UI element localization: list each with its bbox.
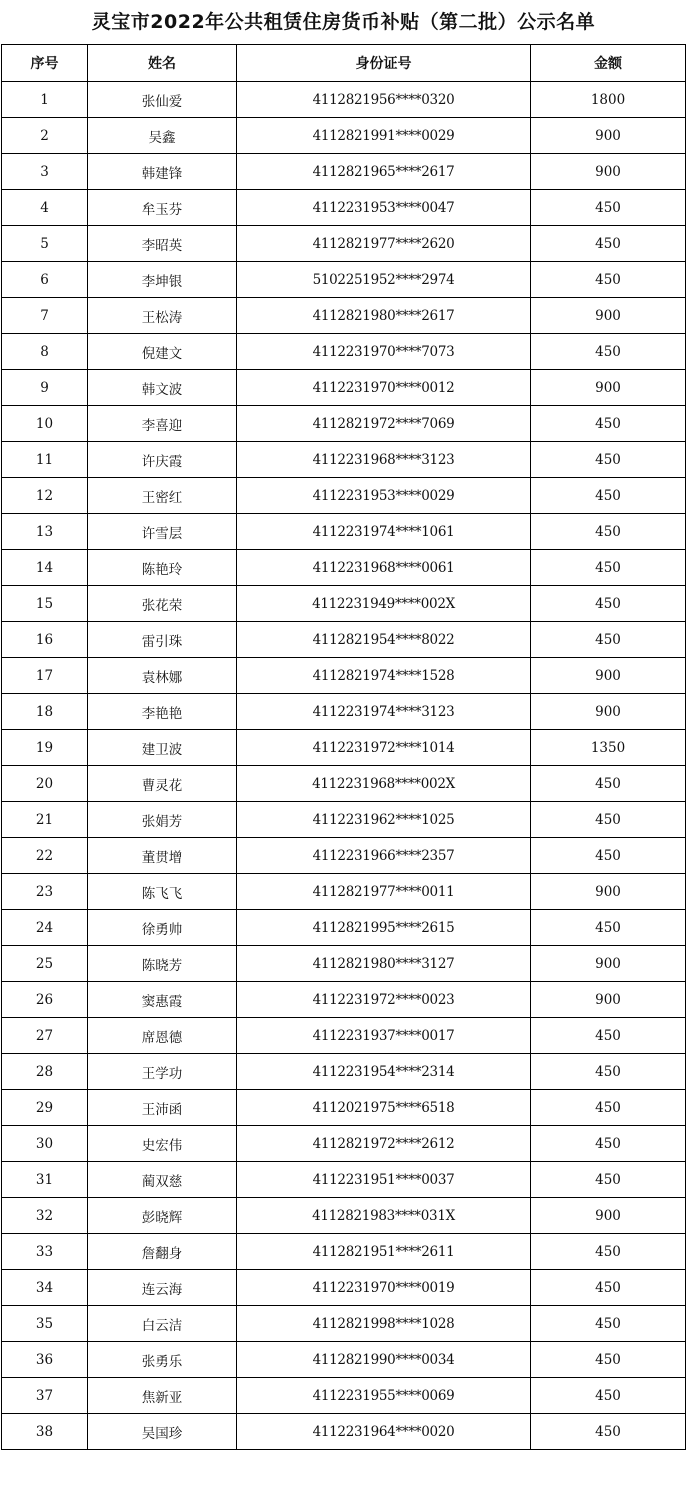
cell-no: 22 (2, 838, 88, 874)
table-row (2, 1162, 686, 1198)
cell-no: 10 (2, 406, 88, 442)
table-row (2, 730, 686, 766)
table-row (2, 766, 686, 802)
table-row (2, 406, 686, 442)
cell-name: 韩文波 (88, 370, 237, 406)
cell-amount: 450 (531, 514, 686, 550)
cell-no: 9 (2, 370, 88, 406)
cell-amount: 1800 (531, 82, 686, 118)
cell-amount: 900 (531, 370, 686, 406)
header-no: 序号 (2, 45, 88, 82)
cell-id: 4112231962****1025 (237, 802, 531, 838)
cell-id: 4112231974****1061 (237, 514, 531, 550)
table-body (2, 82, 686, 1450)
cell-no: 15 (2, 586, 88, 622)
cell-no: 25 (2, 946, 88, 982)
cell-amount: 450 (531, 1306, 686, 1342)
table-header-row (2, 45, 686, 82)
cell-no: 17 (2, 658, 88, 694)
cell-id: 4112821998****1028 (237, 1306, 531, 1342)
cell-no: 23 (2, 874, 88, 910)
cell-name: 牟玉芬 (88, 190, 237, 226)
cell-amount: 450 (531, 910, 686, 946)
cell-id: 4112231937****0017 (237, 1018, 531, 1054)
table-row (2, 154, 686, 190)
cell-id: 4112231970****7073 (237, 334, 531, 370)
cell-id: 4112821995****2615 (237, 910, 531, 946)
cell-amount: 1350 (531, 730, 686, 766)
cell-no: 38 (2, 1414, 88, 1450)
cell-name: 王松涛 (88, 298, 237, 334)
cell-no: 18 (2, 694, 88, 730)
cell-no: 20 (2, 766, 88, 802)
cell-name: 袁林娜 (88, 658, 237, 694)
cell-id: 4112821980****3127 (237, 946, 531, 982)
cell-no: 4 (2, 190, 88, 226)
cell-id: 4112231970****0019 (237, 1270, 531, 1306)
cell-name: 李喜迎 (88, 406, 237, 442)
cell-amount: 450 (531, 622, 686, 658)
table-row (2, 262, 686, 298)
cell-amount: 450 (531, 1270, 686, 1306)
cell-no: 35 (2, 1306, 88, 1342)
table-row (2, 1306, 686, 1342)
cell-amount: 450 (531, 1342, 686, 1378)
cell-id: 4112821974****1528 (237, 658, 531, 694)
cell-name: 连云海 (88, 1270, 237, 1306)
cell-amount: 450 (531, 1378, 686, 1414)
cell-id: 4112231972****0023 (237, 982, 531, 1018)
cell-amount: 900 (531, 694, 686, 730)
table-row (2, 190, 686, 226)
cell-no: 19 (2, 730, 88, 766)
cell-id: 4112821965****2617 (237, 154, 531, 190)
cell-name: 徐勇帅 (88, 910, 237, 946)
cell-amount: 450 (531, 1090, 686, 1126)
table-row (2, 82, 686, 118)
cell-amount: 450 (531, 766, 686, 802)
table-row (2, 298, 686, 334)
cell-no: 3 (2, 154, 88, 190)
table-row (2, 874, 686, 910)
header-amount: 金额 (531, 45, 686, 82)
cell-name: 吴国珍 (88, 1414, 237, 1450)
cell-no: 11 (2, 442, 88, 478)
cell-no: 34 (2, 1270, 88, 1306)
cell-name: 雷引珠 (88, 622, 237, 658)
cell-name: 焦新亚 (88, 1378, 237, 1414)
header-id: 身份证号 (237, 45, 531, 82)
cell-amount: 450 (531, 1018, 686, 1054)
cell-id: 4112021975****6518 (237, 1090, 531, 1126)
cell-id: 4112821954****8022 (237, 622, 531, 658)
cell-id: 4112821990****0034 (237, 1342, 531, 1378)
cell-name: 许雪层 (88, 514, 237, 550)
cell-no: 13 (2, 514, 88, 550)
table-row (2, 694, 686, 730)
cell-no: 27 (2, 1018, 88, 1054)
cell-id: 4112231964****0020 (237, 1414, 531, 1450)
table-row (2, 1378, 686, 1414)
cell-no: 37 (2, 1378, 88, 1414)
table-row (2, 946, 686, 982)
table-row (2, 658, 686, 694)
cell-name: 王学功 (88, 1054, 237, 1090)
cell-name: 张勇乐 (88, 1342, 237, 1378)
cell-amount: 450 (531, 1414, 686, 1450)
table-row (2, 838, 686, 874)
cell-id: 5102251952****2974 (237, 262, 531, 298)
document-title: 灵宝市2022年公共租赁住房货币补贴（第二批）公示名单 (91, 11, 596, 33)
table-row (2, 478, 686, 514)
cell-id: 4112231951****0037 (237, 1162, 531, 1198)
cell-amount: 450 (531, 802, 686, 838)
cell-no: 6 (2, 262, 88, 298)
cell-id: 4112231953****0029 (237, 478, 531, 514)
cell-amount: 450 (531, 1054, 686, 1090)
cell-no: 29 (2, 1090, 88, 1126)
subsidy-roster-table (1, 44, 686, 1450)
cell-no: 12 (2, 478, 88, 514)
cell-amount: 450 (531, 838, 686, 874)
cell-name: 白云洁 (88, 1306, 237, 1342)
table-row (2, 1054, 686, 1090)
cell-id: 4112231972****1014 (237, 730, 531, 766)
cell-id: 4112821972****2612 (237, 1126, 531, 1162)
cell-id: 4112231966****2357 (237, 838, 531, 874)
cell-no: 24 (2, 910, 88, 946)
cell-id: 4112231968****3123 (237, 442, 531, 478)
cell-name: 彭晓辉 (88, 1198, 237, 1234)
cell-amount: 450 (531, 334, 686, 370)
cell-amount: 900 (531, 1198, 686, 1234)
cell-amount: 450 (531, 442, 686, 478)
table-row (2, 442, 686, 478)
table-row (2, 370, 686, 406)
cell-name: 韩建锋 (88, 154, 237, 190)
cell-name: 建卫波 (88, 730, 237, 766)
cell-amount: 450 (531, 1162, 686, 1198)
table-row (2, 622, 686, 658)
cell-name: 陈晓芳 (88, 946, 237, 982)
cell-amount: 900 (531, 658, 686, 694)
cell-no: 28 (2, 1054, 88, 1090)
table-row (2, 1234, 686, 1270)
cell-no: 31 (2, 1162, 88, 1198)
cell-no: 8 (2, 334, 88, 370)
cell-amount: 450 (531, 586, 686, 622)
cell-id: 4112231968****0061 (237, 550, 531, 586)
cell-name: 詹翻身 (88, 1234, 237, 1270)
cell-id: 4112231970****0012 (237, 370, 531, 406)
cell-name: 王密红 (88, 478, 237, 514)
cell-amount: 450 (531, 1234, 686, 1270)
table-row (2, 1126, 686, 1162)
cell-amount: 450 (531, 226, 686, 262)
cell-name: 许庆霞 (88, 442, 237, 478)
table-row (2, 1090, 686, 1126)
cell-id: 4112231968****002X (237, 766, 531, 802)
cell-name: 张娟芳 (88, 802, 237, 838)
cell-amount: 900 (531, 154, 686, 190)
cell-name: 张仙爱 (88, 82, 237, 118)
cell-id: 4112231949****002X (237, 586, 531, 622)
cell-name: 陈艳玲 (88, 550, 237, 586)
table-row (2, 1414, 686, 1450)
cell-name: 蔺双慈 (88, 1162, 237, 1198)
table-row (2, 1342, 686, 1378)
cell-id: 4112821983****031X (237, 1198, 531, 1234)
cell-id: 4112821972****7069 (237, 406, 531, 442)
cell-id: 4112821980****2617 (237, 298, 531, 334)
cell-name: 倪建文 (88, 334, 237, 370)
table-row (2, 910, 686, 946)
cell-no: 26 (2, 982, 88, 1018)
cell-name: 陈飞飞 (88, 874, 237, 910)
cell-amount: 900 (531, 946, 686, 982)
cell-name: 李昭英 (88, 226, 237, 262)
table-row (2, 586, 686, 622)
table-row (2, 982, 686, 1018)
cell-id: 4112231974****3123 (237, 694, 531, 730)
cell-amount: 900 (531, 298, 686, 334)
cell-no: 32 (2, 1198, 88, 1234)
cell-amount: 900 (531, 874, 686, 910)
cell-amount: 450 (531, 406, 686, 442)
cell-amount: 450 (531, 1126, 686, 1162)
cell-no: 16 (2, 622, 88, 658)
table-row (2, 1198, 686, 1234)
cell-name: 董贯增 (88, 838, 237, 874)
cell-id: 4112821991****0029 (237, 118, 531, 154)
cell-id: 4112231953****0047 (237, 190, 531, 226)
cell-name: 吴鑫 (88, 118, 237, 154)
cell-no: 7 (2, 298, 88, 334)
cell-no: 21 (2, 802, 88, 838)
cell-amount: 900 (531, 982, 686, 1018)
table-row (2, 550, 686, 586)
cell-no: 30 (2, 1126, 88, 1162)
cell-name: 窦惠霞 (88, 982, 237, 1018)
cell-no: 33 (2, 1234, 88, 1270)
cell-id: 4112231954****2314 (237, 1054, 531, 1090)
cell-name: 张花荣 (88, 586, 237, 622)
table-row (2, 802, 686, 838)
cell-id: 4112821951****2611 (237, 1234, 531, 1270)
header-name: 姓名 (88, 45, 237, 82)
cell-amount: 450 (531, 478, 686, 514)
cell-name: 李坤银 (88, 262, 237, 298)
table-row (2, 334, 686, 370)
cell-id: 4112821956****0320 (237, 82, 531, 118)
cell-no: 36 (2, 1342, 88, 1378)
cell-name: 李艳艳 (88, 694, 237, 730)
cell-name: 王沛函 (88, 1090, 237, 1126)
cell-id: 4112821977****0011 (237, 874, 531, 910)
cell-name: 席恩德 (88, 1018, 237, 1054)
cell-id: 4112231955****0069 (237, 1378, 531, 1414)
cell-no: 1 (2, 82, 88, 118)
cell-amount: 450 (531, 262, 686, 298)
table-row (2, 118, 686, 154)
table-row (2, 514, 686, 550)
cell-name: 史宏伟 (88, 1126, 237, 1162)
cell-amount: 450 (531, 550, 686, 586)
table-row (2, 226, 686, 262)
cell-no: 2 (2, 118, 88, 154)
cell-no: 14 (2, 550, 88, 586)
table-row (2, 1018, 686, 1054)
table-row (2, 1270, 686, 1306)
cell-no: 5 (2, 226, 88, 262)
cell-amount: 900 (531, 118, 686, 154)
cell-name: 曹灵花 (88, 766, 237, 802)
cell-id: 4112821977****2620 (237, 226, 531, 262)
cell-amount: 450 (531, 190, 686, 226)
